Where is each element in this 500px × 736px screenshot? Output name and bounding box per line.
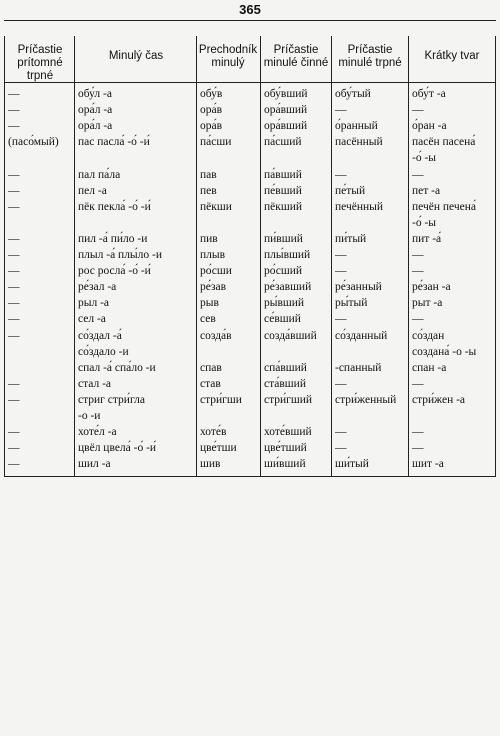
table-cell: ре́зав bbox=[200, 281, 227, 294]
table-row bbox=[4, 344, 496, 360]
table-cell: спав bbox=[200, 361, 222, 374]
table-row bbox=[4, 424, 496, 440]
table-cell: ши́тый bbox=[335, 458, 369, 471]
table-cell: шив bbox=[200, 458, 221, 471]
table-cell: — bbox=[335, 168, 347, 181]
table-cell: став bbox=[200, 377, 221, 390]
table-cell: рыт -а bbox=[412, 297, 443, 310]
table-row bbox=[4, 279, 496, 295]
table-cell: ста́вший bbox=[264, 377, 306, 390]
table-cell: пасён пасена́ bbox=[412, 136, 476, 149]
table-cell: — bbox=[335, 377, 347, 390]
table-cell: сев bbox=[200, 313, 216, 326]
table-cell: пел -а bbox=[78, 184, 107, 197]
table-cell: пи́тый bbox=[335, 232, 367, 245]
table-row bbox=[4, 456, 496, 472]
table-cell: — bbox=[8, 329, 20, 342]
table-cell: со́зданный bbox=[335, 329, 388, 342]
table-cell: рыв bbox=[200, 297, 219, 310]
table-cell: ре́зал -а bbox=[78, 281, 117, 294]
table-row bbox=[4, 440, 496, 456]
table-cell: -о́ -ы bbox=[412, 152, 437, 165]
table-row bbox=[4, 150, 496, 166]
table-cell: пе́вший bbox=[264, 184, 302, 197]
header-cell: Príčastie prítomné trpné bbox=[17, 44, 63, 82]
table-cell: плыл -а́ плы́ло -и bbox=[78, 249, 163, 261]
table-cell: ора́вший bbox=[264, 104, 308, 117]
table-row bbox=[4, 392, 496, 408]
table-row bbox=[4, 231, 496, 247]
table-cell: ры́тый bbox=[335, 297, 368, 310]
table-cell: -спанный bbox=[335, 361, 382, 374]
table-cell: пасённый bbox=[335, 136, 383, 149]
table-cell: — bbox=[335, 265, 347, 278]
table-cell: — bbox=[8, 458, 20, 471]
table-cell: -о -и bbox=[78, 410, 101, 422]
table-cell: па́сший bbox=[264, 136, 302, 149]
table-cell: рос росла́ -о́ -и́ bbox=[78, 265, 151, 278]
table-cell: пас пасла́ -о́ -и́ bbox=[78, 136, 150, 149]
table-cell: пал па́ла bbox=[78, 168, 121, 181]
table-cell: — bbox=[8, 393, 20, 406]
table-cell: — bbox=[8, 377, 20, 390]
table-cell: ши́вший bbox=[264, 458, 306, 471]
table-cell: спа́вший bbox=[264, 361, 307, 374]
table-cell: ро́сший bbox=[264, 265, 303, 278]
table-cell: обу́в bbox=[200, 88, 223, 100]
header-cell: Krátky tvar bbox=[424, 50, 480, 62]
table-cell: ре́занный bbox=[335, 281, 382, 294]
table-cell: ора́в bbox=[200, 104, 223, 117]
header-cell: Prechodník minulý bbox=[198, 44, 258, 69]
table-cell: печён печена́ bbox=[412, 200, 477, 213]
table-row bbox=[4, 311, 496, 327]
table-row bbox=[4, 183, 496, 199]
table-cell: — bbox=[335, 249, 347, 261]
table-row bbox=[4, 263, 496, 279]
table-cell: сел -а bbox=[78, 313, 106, 326]
table-row bbox=[4, 134, 496, 150]
header-cell: Príčastie minulé činné bbox=[263, 44, 329, 69]
table-cell: — bbox=[412, 265, 424, 278]
table-cell: обу́тый bbox=[335, 88, 371, 100]
table-cell: плыв bbox=[200, 249, 226, 261]
table-cell: обу́л -а bbox=[78, 88, 112, 100]
table-cell: -о́ -ы bbox=[412, 216, 437, 229]
table-cell: — bbox=[412, 442, 424, 455]
table-cell: — bbox=[8, 120, 20, 133]
table-cell: — bbox=[8, 249, 20, 261]
table-cell: стри́гший bbox=[264, 393, 313, 406]
table-cell: — bbox=[412, 377, 424, 390]
table-row bbox=[4, 360, 496, 376]
table-cell: пав bbox=[200, 168, 217, 181]
conjugation-table bbox=[4, 36, 496, 477]
table-cell: — bbox=[335, 426, 347, 439]
table-cell: пёк пекла́ -о́ -и́ bbox=[78, 200, 151, 213]
table-cell: — bbox=[8, 200, 20, 213]
header-cell: Minulý čas bbox=[108, 50, 164, 62]
table-cell: цвёл цвела́ -о́ -и́ bbox=[78, 442, 157, 455]
table-cell: ора́вший bbox=[264, 120, 308, 133]
table-cell: — bbox=[335, 313, 347, 326]
table-cell: ре́зан -а bbox=[412, 281, 451, 294]
top-rule bbox=[4, 20, 496, 21]
table-cell: пив bbox=[200, 232, 218, 245]
header-rule bbox=[4, 82, 496, 83]
table-cell: со́здан bbox=[412, 329, 445, 342]
table-cell: ора́л -а bbox=[78, 120, 113, 133]
table-row bbox=[4, 408, 496, 424]
table-cell: со́здал -а́ bbox=[78, 329, 122, 342]
table-row bbox=[4, 247, 496, 263]
table-row bbox=[4, 102, 496, 118]
table-cell: — bbox=[8, 265, 20, 278]
header-cell: Príčastie minulé trpné bbox=[338, 44, 402, 69]
table-row bbox=[4, 118, 496, 134]
table-cell: — bbox=[412, 168, 424, 181]
table-cell: — bbox=[335, 104, 347, 117]
table-cell: о́ран -а bbox=[412, 120, 447, 133]
table-cell: стри́женный bbox=[335, 393, 397, 406]
table-cell: — bbox=[8, 104, 20, 117]
table-cell: спал -а́ спа́ло -и bbox=[78, 361, 156, 374]
table-cell: цве́тши bbox=[200, 442, 237, 455]
table-cell: — bbox=[8, 297, 20, 310]
table-cell: стал -а bbox=[78, 377, 112, 390]
table-cell: хоте́вший bbox=[264, 426, 312, 439]
table-cell: — bbox=[8, 232, 20, 245]
table-cell: па́вший bbox=[264, 168, 302, 181]
table-cell: рыл -а bbox=[78, 297, 110, 310]
table-cell: печённый bbox=[335, 200, 384, 213]
page-number: 365 bbox=[239, 2, 261, 17]
table-cell: ры́вший bbox=[264, 297, 305, 310]
table-cell: пил -а́ пи́ло -и bbox=[78, 232, 148, 245]
table-cell: — bbox=[8, 184, 20, 197]
table-cell: пи́вший bbox=[264, 232, 303, 245]
table-cell: па́сши bbox=[200, 136, 232, 149]
table-cell: стриг стри́гла bbox=[78, 393, 145, 406]
table-row bbox=[4, 86, 496, 102]
table-cell: созда́в bbox=[200, 329, 232, 342]
table-row bbox=[4, 376, 496, 392]
table-cell: — bbox=[8, 426, 20, 439]
table-cell: — bbox=[412, 249, 424, 261]
table-row bbox=[4, 328, 496, 344]
table-row bbox=[4, 295, 496, 311]
table-cell: — bbox=[412, 426, 424, 439]
table-cell: спан -а bbox=[412, 361, 447, 374]
table-row bbox=[4, 215, 496, 231]
table-cell: — bbox=[8, 313, 20, 326]
table-cell: цве́тший bbox=[264, 442, 307, 455]
table-cell: пет -а bbox=[412, 184, 441, 197]
table-cell: хоте́л -а bbox=[78, 426, 117, 439]
table-cell: пёкший bbox=[264, 200, 303, 213]
table-cell: со́здало -и bbox=[78, 345, 129, 358]
table-row bbox=[4, 199, 496, 215]
table-cell: созда́вший bbox=[264, 329, 317, 342]
table-cell: создана́ -о -ы bbox=[412, 345, 477, 358]
table-cell: обу́т -а bbox=[412, 88, 446, 100]
table-cell: ора́л -а bbox=[78, 104, 113, 117]
table-cell: — bbox=[8, 442, 20, 455]
table-cell: о́ранный bbox=[335, 120, 378, 133]
table-cell: стри́жен -а bbox=[412, 393, 466, 406]
table-cell: се́вший bbox=[264, 313, 301, 326]
table-row bbox=[4, 167, 496, 183]
table-cell: шит -а bbox=[412, 458, 444, 471]
table-cell: — bbox=[8, 88, 20, 100]
table-cell: ре́завший bbox=[264, 281, 312, 294]
table-cell: пев bbox=[200, 184, 217, 197]
table-cell: хоте́в bbox=[200, 426, 227, 439]
table-cell: обу́вший bbox=[264, 88, 308, 100]
table-cell: (пасо́мый) bbox=[8, 136, 59, 149]
table-cell: пёкши bbox=[200, 200, 232, 213]
table-cell: пе́тый bbox=[335, 184, 366, 197]
table-cell: ора́в bbox=[200, 120, 223, 133]
table-cell: плы́вший bbox=[264, 249, 311, 261]
table-cell: — bbox=[335, 442, 347, 455]
table-cell: пит -а́ bbox=[412, 232, 442, 245]
table-cell: — bbox=[412, 313, 424, 326]
table-cell: — bbox=[8, 281, 20, 294]
table-cell: — bbox=[8, 168, 20, 181]
table-cell: — bbox=[412, 104, 424, 117]
table-cell: ро́сши bbox=[200, 265, 232, 278]
table-cell: шил -а bbox=[78, 458, 111, 471]
table-cell: стри́гши bbox=[200, 393, 242, 406]
